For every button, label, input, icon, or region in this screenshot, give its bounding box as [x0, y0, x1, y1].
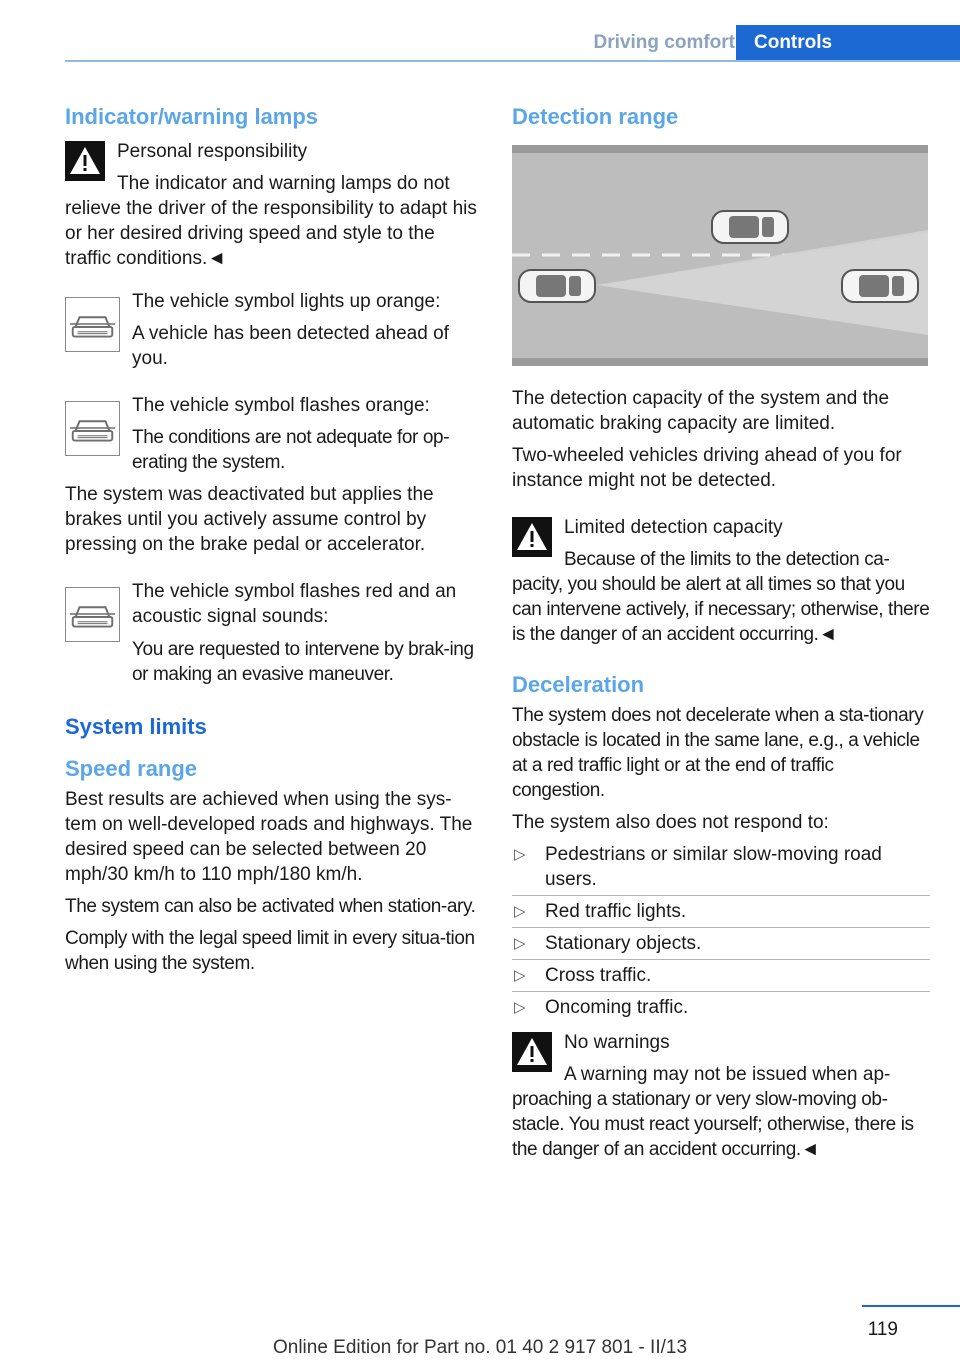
vehicle-indicator-flashes-orange: [65, 393, 483, 475]
car-ahead-icon: [712, 211, 788, 243]
list-item: ▷ Oncoming traffic.: [512, 995, 930, 1020]
triangle-bullet-icon: ▷: [514, 935, 526, 952]
header-rule: [65, 60, 960, 62]
vehicle-indicator-meaning: A vehicle has been detected ahead of you.: [132, 323, 449, 369]
header-chapter-tab: Controls: [736, 25, 960, 61]
warning-text-line1: The indicator and warning lamps do not: [117, 173, 450, 194]
vehicle-indicator-meaning: The conditions are not adequate for op-erating the system.: [132, 427, 450, 473]
warning-personal-responsibility: [65, 139, 483, 271]
warning-title: Limited detection capacity: [564, 517, 783, 538]
detection-range-illustration: [512, 145, 928, 366]
detection-paragraph-1: The detection capacity of the system and the automatic braking capacity are limited.: [512, 388, 890, 434]
speed-range-heading: Speed range: [65, 756, 198, 781]
not-respond-list: [512, 842, 930, 1020]
warning-title: No warnings: [564, 1032, 670, 1053]
left-column: [65, 103, 483, 983]
not-respond-paragraph: The system also does not respond to:: [512, 812, 829, 833]
deceleration-paragraph: The system does not decelerate when a sta-tionary obstacle is located in the same lane, e.g., a vehicle at a red traffic light or at the end of traffic congestion.: [512, 705, 924, 801]
triangle-bullet-icon: ▷: [514, 999, 526, 1016]
warning-text: relieve the driver of the responsibility to adapt his or her desired driving speed and style to the traffic conditions.◄: [65, 198, 477, 269]
indicator-heading: Indicator/warning lamps: [65, 104, 319, 129]
list-item: ▷ Red traffic lights.: [512, 899, 930, 924]
vehicle-indicator-state: The vehicle symbol flashes red and an acoustic signal sounds:: [132, 581, 457, 627]
own-car-icon: [519, 270, 595, 302]
footer-rule: [862, 1305, 960, 1307]
list-item: ▷ Cross traffic.: [512, 963, 930, 988]
deactivated-paragraph: The system was deactivated but applies the brakes until you actively assume control by pressing on the brake pedal or accelerator.: [65, 484, 434, 555]
warning-triangle-icon: [512, 517, 552, 557]
triangle-bullet-icon: ▷: [514, 967, 526, 984]
warning-text: pacity, you should be alert at all times so that you can intervene actively, if necessary; otherwise, there is the danger of an accident occurring.◄: [512, 574, 930, 645]
vehicle-symbol-icon: [65, 401, 120, 456]
warning-triangle-icon: [512, 1032, 552, 1072]
warning-text: proaching a stationary or very slow-moving ob-stacle. You must react yourself; otherwise, there is the danger of an accident occurring.◄: [512, 1089, 914, 1160]
vehicle-symbol-icon: [65, 587, 120, 642]
edition-footer: Online Edition for Part no. 01 40 2 917 801 - II/13: [272, 1337, 688, 1358]
detection-range-heading: Detection range: [512, 104, 679, 129]
warning-text-line1: Because of the limits to the detection ca-: [564, 549, 890, 570]
right-column: [512, 103, 930, 1178]
vehicle-indicator-lights-orange: [65, 289, 483, 371]
list-item: ▷ Stationary objects.: [512, 931, 930, 956]
deceleration-heading: Deceleration: [512, 672, 645, 697]
page-number: 119: [867, 1319, 898, 1340]
legal-speed-paragraph: Comply with the legal speed limit in every situa-tion when using the system.: [65, 928, 475, 974]
vehicle-indicator-flashes-red: [65, 579, 483, 637]
warning-title: Personal responsibility: [117, 141, 308, 162]
warning-triangle-icon: [65, 141, 105, 181]
warning-no-warnings: [512, 1030, 930, 1162]
triangle-bullet-icon: ▷: [514, 846, 526, 863]
vehicle-indicator-state: The vehicle symbol flashes orange:: [132, 395, 430, 416]
list-item: ▷ Pedestrians or similar slow-moving road users.: [514, 844, 882, 890]
speed-range-paragraph: Best results are achieved when using the sys-tem on well-developed roads and highways. The desired speed can be selected between 20 mph/30 km/h to 110 mph/180 km/h.: [65, 789, 473, 885]
car-far-ahead-icon: [842, 270, 918, 302]
vehicle-indicator-meaning: You are requested to intervene by brak-ing or making an evasive maneuver.: [132, 639, 474, 685]
system-limits-heading: System limits: [65, 714, 207, 739]
header-section-tab: Driving comfort: [593, 32, 735, 53]
vehicle-symbol-icon: [65, 297, 120, 352]
warning-limited-detection: [512, 515, 930, 647]
stationary-paragraph: The system can also be activated when station-ary.: [65, 896, 476, 917]
detection-paragraph-2: Two-wheeled vehicles driving ahead of you for instance might not be detected.: [512, 445, 902, 491]
warning-text-line1: A warning may not be issued when ap-: [564, 1064, 891, 1085]
triangle-bullet-icon: ▷: [514, 903, 526, 920]
vehicle-indicator-state: The vehicle symbol lights up orange:: [132, 291, 441, 312]
